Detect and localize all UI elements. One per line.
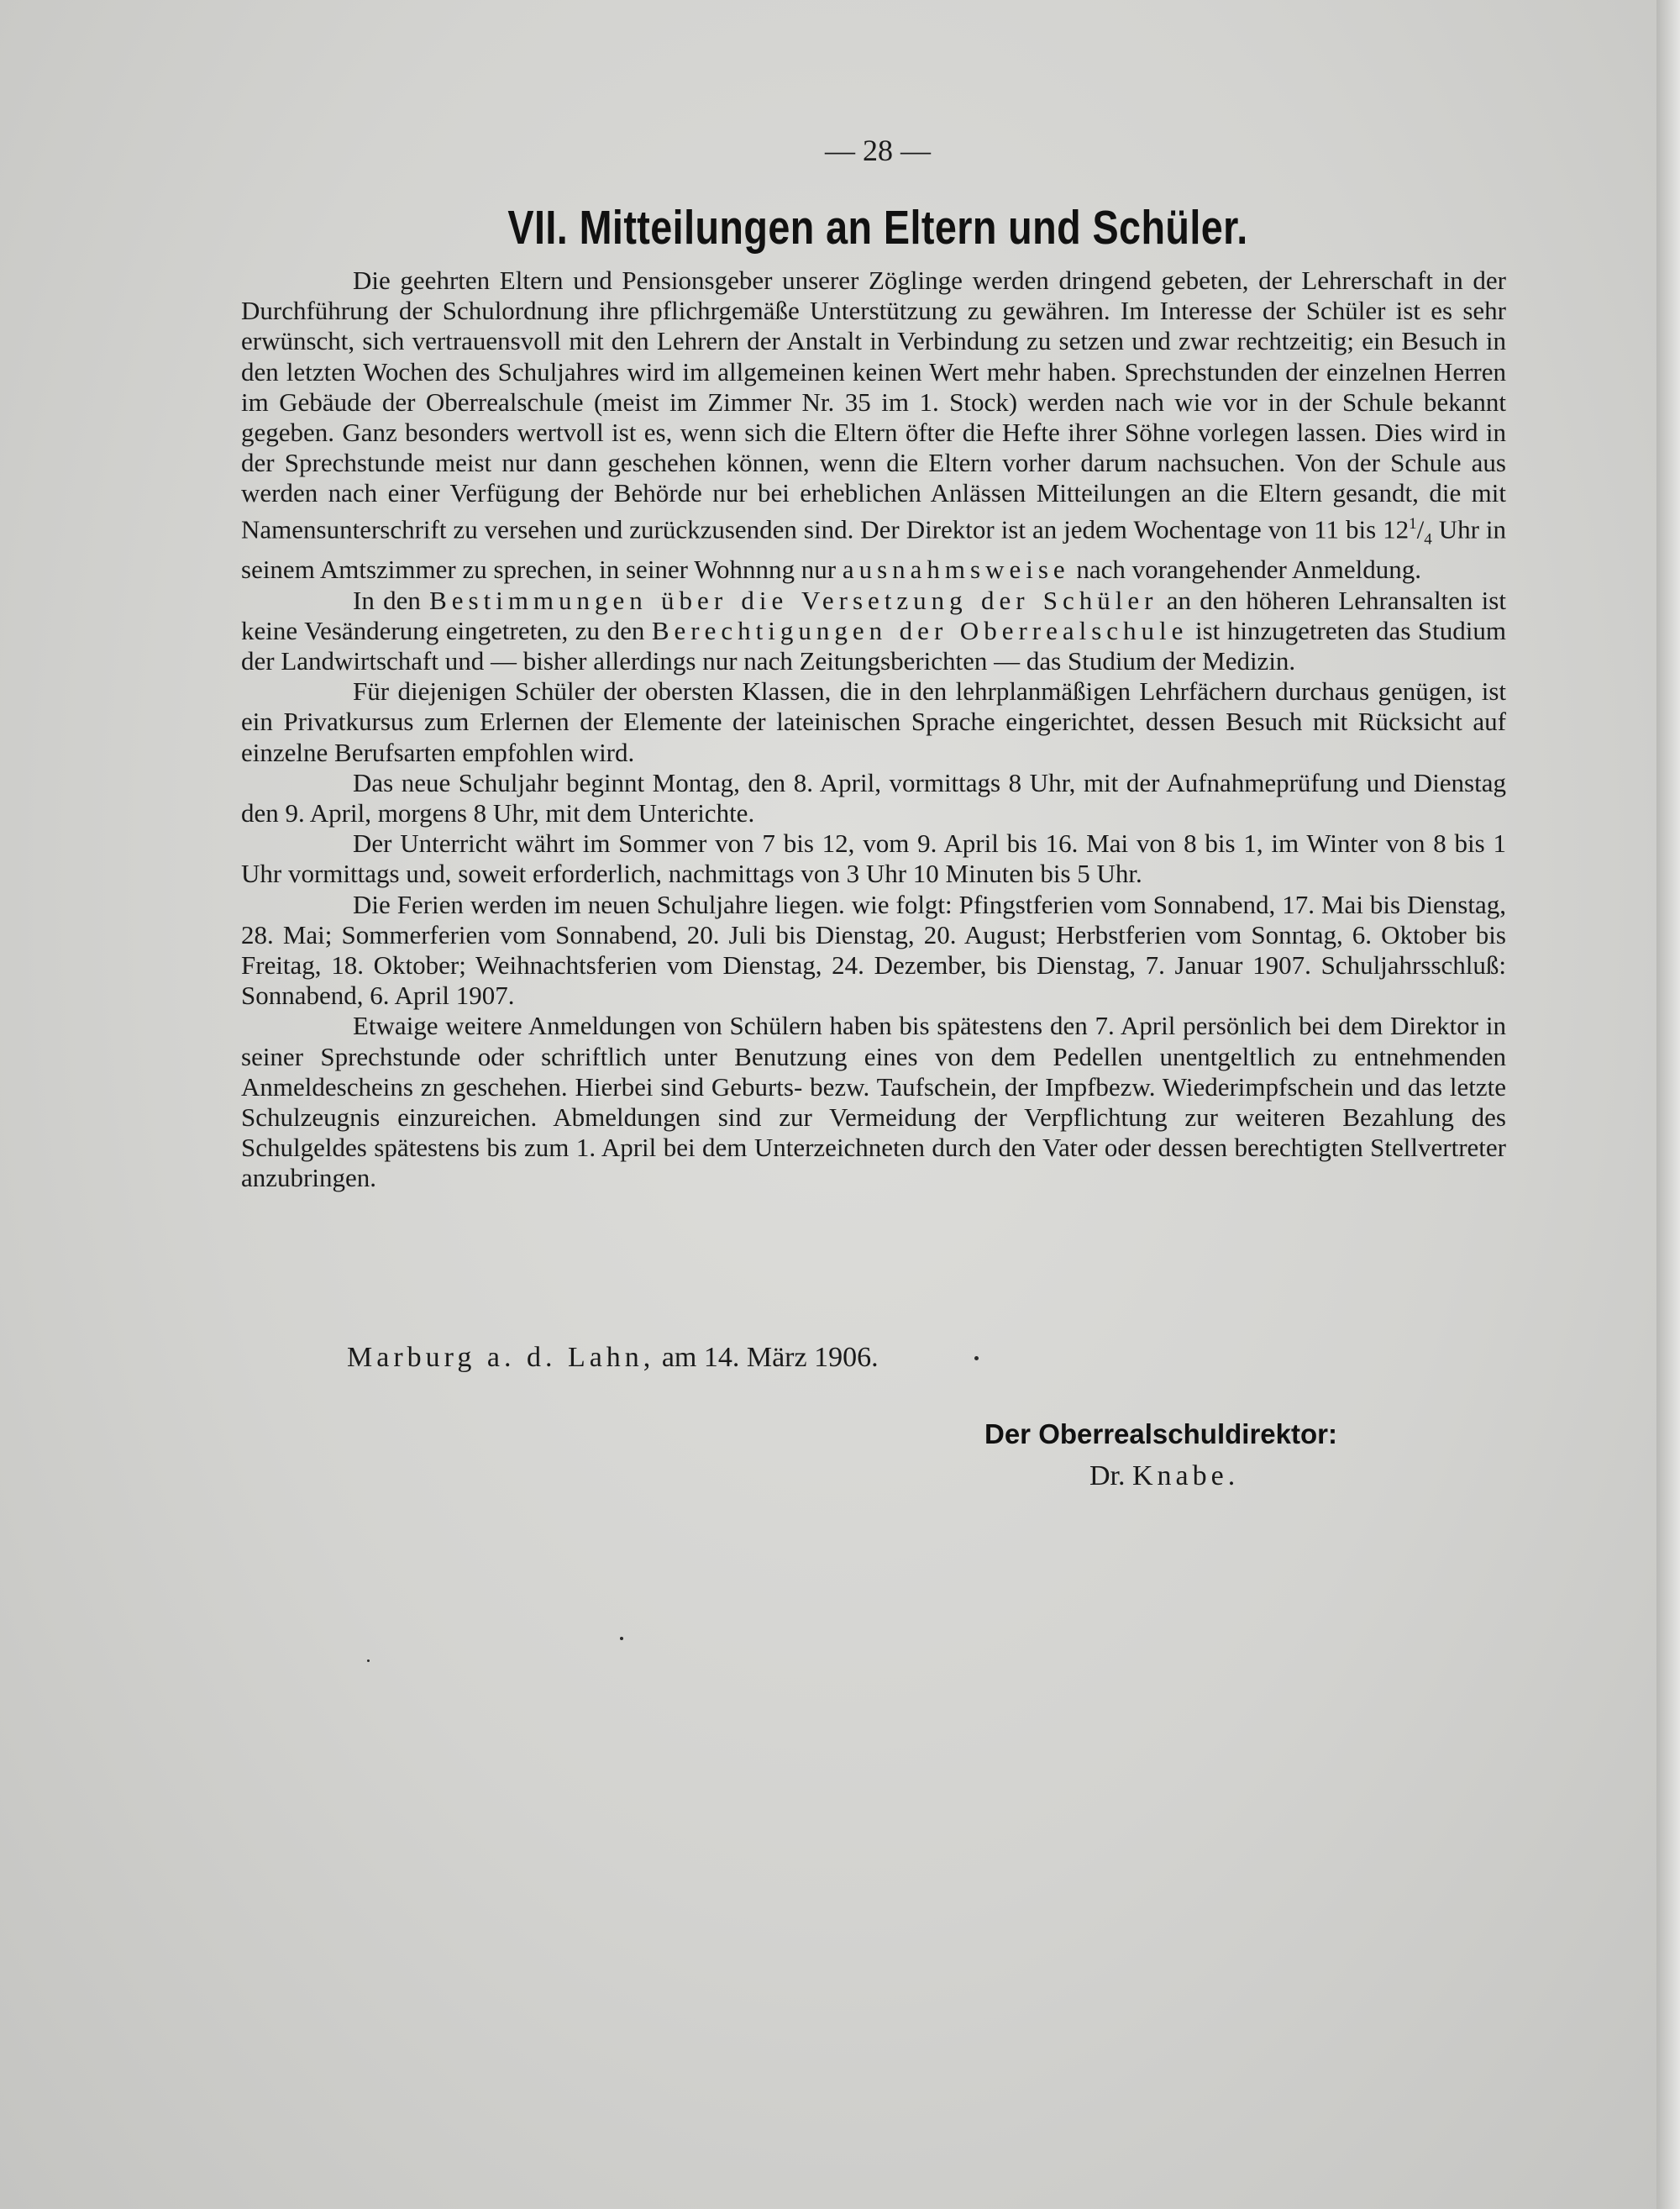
- paragraph-text: ist hinzugetreten das Studium der Landwirtschaft und — bisher allerdings nur nach Zeitungsberichten — das Studium der Medizin.: [241, 615, 1507, 676]
- paragraph-lesson-times: Der Unterricht währt im Sommer von 7 bis 12, vom 9. April bis 16. Mai von 8 bis 1, im Winter von 8 bis 1 Uhr vormittags und, soweit erforderlich, nachmittags von 3 Uhr 10 Minuten bis 5 Uhr.: [241, 828, 1506, 889]
- paragraph-text: an den höheren Lehransalten ist keine Vesänderung eingetreten, zu den: [241, 585, 1506, 645]
- spaced-emphasis: Bestimmungen über die Versetzung der Schüler: [429, 585, 1158, 615]
- paragraph-latin-course: Für diejenigen Schüler der obersten Klassen, die in den lehrplanmäßigen Lehrfächern durchaus genügen, ist ein Privatkursus zum Erlernen der Elemente der lateinischen Sprache eingerichtet, dessen Besuch mit Rücksicht auf einzelne Berufsarten empfohlen wird.: [241, 676, 1506, 767]
- body-text: [241, 266, 1506, 1194]
- paragraph-text: In den: [353, 585, 430, 615]
- signature-name: [1089, 1460, 1239, 1492]
- ink-speck: [974, 1356, 979, 1360]
- paragraph-school-year: Das neue Schuljahr beginnt Montag, den 8. April, vormittags 8 Uhr, mit der Aufnahmeprüfung und Dienstag den 9. April, morgens 8 Uhr, mit dem Unterichte.: [241, 767, 1506, 828]
- paragraph-registration: Etwaige weitere Anmeldungen von Schülern haben bis spätestens den 7. April persönlich bei dem Direktor in seiner Sprechstunde oder schriftlich unter Benutzung eines von dem Pedellen unentgeltlich zu entnehmenden Anmeldescheins zn geschehen. Hierbei sind Geburts- bezw. Taufschein, der Impfbezw. Wiederimpfschein und das letzte Schulzeugnis einzureichen. Abmeldungen sind zur Vermeidung der Verpflichtung zur weiteren Bezahlung des Schulgeldes spätestens bis zum 1. April bei dem Unterzeichneten durch den Vater oder dessen berechtigten Stellvertreter anzubringen.: [241, 1011, 1506, 1193]
- signature-surname: Knabe.: [1132, 1460, 1240, 1491]
- paragraph-contact: Die geehrten Eltern und Pensionsgeber unserer Zöglinge werden dringend gebeten, der Lehrerschaft in der Durchführung der Schulordnung ihre pflichrgemäße Unterstützung zu gewähren. Im Interesse der Schüler ist es sehr erwünscht, sich vertrauensvoll mit den Lehrern der Anstalt in Verbindung zu setzen und zwar rechtzeitig; ein Besuch in den letzten Wochen des Schuljahres wird im allgemeinen keinen Wert mehr haben. Sprechstunden der einzelnen Herren im Gebäude der Oberrealschule (meist im Zimmer Nr. 35 im 1. Stock) werden nach wie vor in der Schule bekannt gegeben. Ganz besonders wertvoll ist es, wenn sich die Eltern öfter die Hefte ihrer Söhne vorlegen lassen. Dies wird in der Sprechstunde meist nur dann geschehen können, wenn die Eltern vorher darum nachsuchen. Von der Schule aus werden nach einer Verfügung der Behörde nur bei erheblichen Anlässen Mitteilungen an die Eltern gesandt, die mit Namensunterschrift zu versehen und zurückzusenden sind. Der Direktor ist an jedem Wochentage von 11 bis $12^1/_4$ Uhr in seinem Amtszimmer zu sprechen, in seiner Wohnnng nur ausnahmsweise nach vorangehender Anmeldung.: [241, 266, 1506, 585]
- place-date-line: [347, 1342, 879, 1374]
- page-number: — 28 —: [825, 134, 931, 167]
- paragraph-text: Uhr in seinem Amtszimmer zu sprechen, in seiner Wohnnng nur: [241, 513, 1506, 585]
- fraction-sub: 4: [1424, 530, 1432, 549]
- date-text: am 14. März 1906.: [654, 1342, 879, 1373]
- fraction-sup: 1: [1409, 514, 1417, 533]
- paragraph-holidays: Die Ferien werden im neuen Schuljahre liegen. wie folgt: Pfingstferien vom Sonnabend, 17. Mai bis Dienstag, 28. Mai; Sommerferien vom Sonnabend, 20. Juli bis Dienstag, 20. August; Herbstferien vom Sonntag, 6. Oktober bis Freitag, 18. Oktober; Weihnachtsferien vom Dienstag, 24. Dezember, bis Dienstag, 7. Januar 1907. Schuljahrsschluß: Sonnabend, 6. April 1907.: [241, 889, 1506, 1011]
- page-edge-shadow: [1656, 0, 1680, 2209]
- ink-speck: [620, 1637, 623, 1640]
- paragraph-regulations: [241, 586, 1506, 677]
- signature-prefix: Dr.: [1089, 1460, 1132, 1491]
- section-title: VII. Mitteilungen an Eltern und Schüler.: [507, 201, 1248, 255]
- paragraph-text: Die geehrten Eltern und Pensionsgeber unserer Zöglinge werden dringend gebeten, der Lehrerschaft in der Durchführung der Schulordnung ihre pflichrgemäße Unterstützung zu gewähren. Im Interesse der Schüler ist es sehr erwünscht, sich vertrauensvoll mit den Lehrern der Anstalt in Verbindung zu setzen und zwar rechtzeitig; ein Besuch in den letzten Wochen des Schuljahres wird im allgemeinen keinen Wert mehr haben. Sprechstunden der einzelnen Herren im Gebäude der Oberrealschule (meist im Zimmer Nr. 35 im 1. Stock) werden nach wie vor in der Schule bekannt gegeben. Ganz besonders wertvoll ist es, wenn sich die Eltern öfter die Hefte ihrer Söhne vorlegen lassen. Dies wird in der Sprechstunde meist nur dann geschehen können, wenn die Eltern vorher darum nachsuchen. Von der Schule aus werden nach einer Verfügung der Behörde nur bei erheblichen Anlässen Mitteilungen an die Eltern gesandt, die mit Namensunterschrift zu versehen und zurückzusenden sind. Der Direktor ist an jedem Wochentage von 11 bis 12: [241, 266, 1506, 544]
- place-name: Marburg a. d. Lahn,: [347, 1342, 655, 1373]
- signature-title: Der Oberrealschuldirektor:: [984, 1418, 1337, 1449]
- spaced-emphasis: ausnahmsweise: [842, 555, 1070, 585]
- ink-speck: [367, 1659, 370, 1662]
- paragraph-text: nach vorangehender Anmeldung.: [1069, 555, 1422, 585]
- spaced-emphasis: Berechtigungen der Oberrealschule: [651, 615, 1189, 645]
